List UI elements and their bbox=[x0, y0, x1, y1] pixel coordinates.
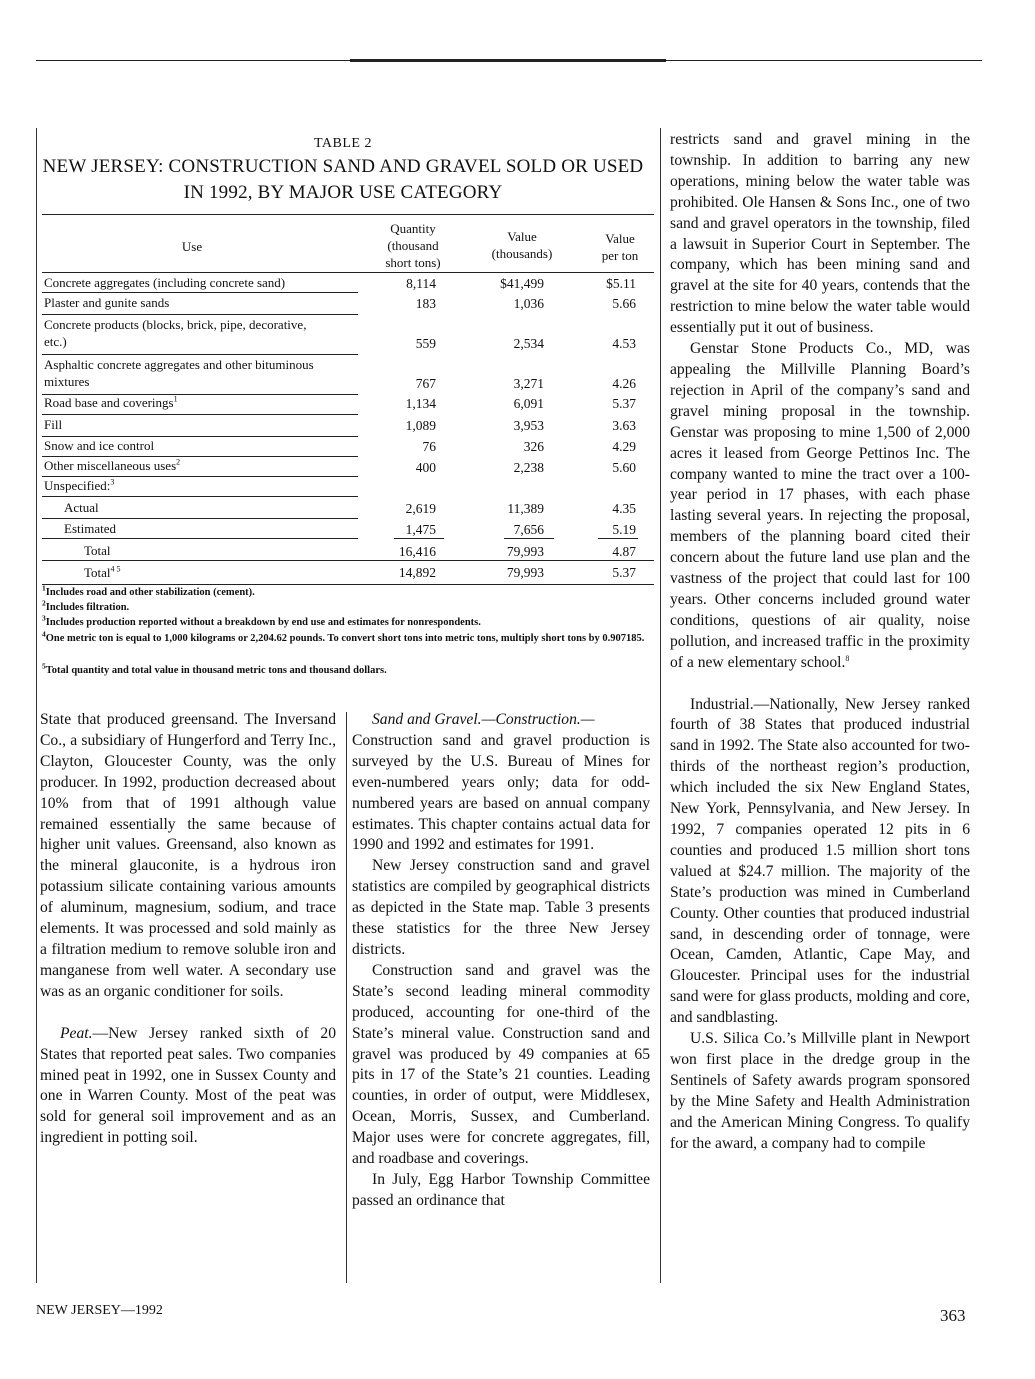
row-rule bbox=[42, 292, 358, 293]
footnote-mark: 8 bbox=[845, 653, 850, 663]
cell-value-snow: 326 bbox=[523, 439, 544, 454]
footnote-mark: 3 bbox=[110, 477, 115, 487]
cell-perton-plaster: 5.66 bbox=[612, 296, 636, 311]
footnote-mark: 1 bbox=[42, 583, 46, 593]
header-bottom-rule bbox=[42, 272, 654, 273]
row-rule bbox=[42, 538, 358, 539]
table-top-rule bbox=[42, 214, 654, 215]
row-label-concrete-products-line2: etc.) bbox=[44, 334, 67, 349]
cell-qty-estimated: 1,475 bbox=[405, 522, 436, 537]
cell-qty-plaster: 183 bbox=[415, 296, 436, 311]
row-label-road-base-text: Road base and coverings bbox=[44, 395, 174, 410]
page-number: 363 bbox=[940, 1306, 966, 1325]
header-value-per-ton-line1: Value bbox=[605, 231, 635, 246]
row-rule bbox=[42, 354, 358, 355]
section-heading-industrial: Industrial. bbox=[690, 695, 754, 713]
row-label-actual: Actual bbox=[64, 500, 99, 515]
footnote-text: Includes road and other stabilization (cement). bbox=[45, 587, 255, 598]
section-heading-sand-gravel: Sand and Gravel.—Construction.— bbox=[372, 711, 595, 728]
paragraph-us-silica: U.S. Silica Co.’s Millville plant in Newport won first place in the dredge group in the Sentinels of Safety awards program sponsored by the Mine Safety and Health Administration and the American Mining Congress. To qualify for the award, a company had to compile bbox=[670, 1030, 970, 1152]
row-label-total: Total bbox=[84, 543, 111, 558]
cell-value-other-misc: 2,238 bbox=[513, 460, 544, 475]
cell-value-actual: 11,389 bbox=[507, 501, 544, 516]
row-label-asphaltic-line1: Asphaltic concrete aggregates and other bituminous bbox=[44, 357, 314, 372]
cell-perton-total: 4.87 bbox=[612, 544, 636, 559]
cell-perton-asphaltic: 4.26 bbox=[612, 376, 636, 391]
column-3 bbox=[670, 130, 970, 1155]
row-label-unspecified-text: Unspecified: bbox=[44, 478, 111, 493]
paragraph-peat-text: —New Jersey ranked sixth of 20 States that reported peat sales. Two companies mined peat in 1992, one in Sussex County and one in Warren County. Most of the peat was sold for general soil improvement and as an ingredient in potting soil. bbox=[40, 1024, 336, 1147]
paragraph-statistics: New Jersey construction sand and gravel statistics are compiled by geographical districts as depicted in the State map. Table 3 presents these statistics for the three New Jersey districts. bbox=[352, 857, 650, 958]
footnote-2 bbox=[42, 598, 654, 615]
cell-perton-estimated: 5.19 bbox=[612, 522, 636, 537]
sum-rule bbox=[504, 538, 554, 539]
row-label-concrete-aggregates: Concrete aggregates (including concrete sand) bbox=[44, 275, 286, 290]
cell-value-total: 79,993 bbox=[506, 544, 544, 559]
cell-qty-road-base: 1,134 bbox=[405, 396, 436, 411]
header-quantity bbox=[358, 220, 468, 271]
cell-qty-actual: 2,619 bbox=[405, 501, 436, 516]
cell-value-total-metric: 79,993 bbox=[506, 565, 544, 580]
row-rule bbox=[42, 560, 654, 561]
cell-perton-fill: 3.63 bbox=[612, 418, 636, 433]
row-label-unspecified bbox=[44, 477, 364, 494]
data-table bbox=[42, 210, 654, 590]
cell-perton-road-base: 5.37 bbox=[612, 396, 636, 411]
cell-qty-total-metric: 14,892 bbox=[398, 565, 436, 580]
header-quantity-line2: (thousand bbox=[387, 238, 439, 253]
paragraph-genstar bbox=[670, 339, 970, 674]
cell-qty-concrete-aggregates: 8,114 bbox=[406, 276, 436, 291]
footnote-text: Includes filtration. bbox=[45, 602, 130, 613]
header-quantity-line3: short tons) bbox=[385, 255, 441, 270]
row-label-plaster: Plaster and gunite sands bbox=[44, 295, 170, 310]
footer-running-title: NEW JERSEY—1992 bbox=[36, 1303, 163, 1318]
table-title-line2: IN 1992, BY MAJOR USE CATEGORY bbox=[183, 182, 503, 203]
footnote-text: One metric ton is equal to 1,000 kilograms or 2,204.62 pounds. To convert short tons into metric tons, multiply short tons by 0.907185. bbox=[45, 633, 645, 644]
row-label-other-misc bbox=[44, 457, 364, 474]
row-rule bbox=[42, 496, 358, 497]
row-label-total-metric-text: Total bbox=[84, 565, 111, 580]
row-label-estimated: Estimated bbox=[64, 521, 116, 536]
cell-value-asphaltic: 3,271 bbox=[513, 376, 544, 391]
row-label-total-metric bbox=[84, 564, 364, 581]
table-bottom-rule bbox=[42, 584, 654, 585]
footnote-mark: 3 bbox=[42, 613, 46, 623]
footnote-mark: 4 5 bbox=[110, 564, 121, 574]
header-value-line1: Value bbox=[507, 229, 537, 244]
footnote-3 bbox=[42, 613, 654, 630]
column-2 bbox=[352, 710, 650, 1212]
table-title-line1: NEW JERSEY: CONSTRUCTION SAND AND GRAVEL SOLD OR USED bbox=[42, 156, 644, 177]
header-value-per-ton-line2: per ton bbox=[601, 248, 639, 263]
footnote-mark: 5 bbox=[42, 661, 46, 671]
cell-perton-concrete-products: 4.53 bbox=[612, 336, 636, 351]
header-value-line2: (thousands) bbox=[491, 246, 553, 261]
paragraph-restricts: restricts sand and gravel mining in the township. In addition to barring any new operations, mining below the water table was prohibited. Ole Hansen & Sons Inc., one of two sand and gravel operators in the township, filed a lawsuit in Superior Court in September. The company, which has been mining sand and gravel at the site for 40 years, contends that the restriction to mine below the water table would essentially put it out of business. bbox=[670, 131, 970, 337]
cell-value-concrete-aggregates: $41,499 bbox=[500, 276, 544, 291]
cell-perton-concrete-aggregates: $5.11 bbox=[606, 276, 636, 291]
row-rule bbox=[42, 414, 358, 415]
paragraph-genstar-text: Genstar Stone Products Co., MD, was appealing the Millville Planning Board’s rejection in April of the company’s sand and gravel mining proposal in the township. Genstar was proposing to mine 1,500 of 2,000 acres it leased from George Pettinos Inc. The company wanted to mine the tract over a 100-year period in 17 phases, with each phase lasting several years. In rejecting the proposal, members of the planning board cited their concern about the future land use plan and the vastness of the project that could last for 100 years. Other concerns included ground water conditions, questions of air quality, noise pollution, and increased traffic in the proximity of a new elementary school. bbox=[670, 340, 970, 671]
cell-qty-fill: 1,089 bbox=[405, 418, 436, 433]
paragraph-industrial-text: —Nationally, New Jersey ranked fourth of 38 States that produced industrial sand in 1992. The State also accounted for two-thirds of the northeast region’s production, which included the six New England States, New York, Pennsylvania, and New Jersey. In 1992, 7 companies operated 12 pits in 6 counties and produced 1.5 million short tons valued at $24.7 million. The majority of the State’s production was mined in Cumberland County. Other counties that produced industrial sand, in descending order of tonnage, were Ocean, Camden, Atlantic, Cape May, and Gloucester. Principal uses for the industrial sand were for glass products, molding and core, and sandblasting. bbox=[670, 695, 970, 1027]
paragraph-egg-harbor: In July, Egg Harbor Township Committee passed an ordinance that bbox=[352, 1170, 650, 1209]
header-value-per-ton bbox=[580, 230, 660, 264]
paragraph-leading-commodity: Construction sand and gravel was the State’s second leading mineral commodity produced, accounting for one-third of the State’s mineral value. Construction sand and gravel was produced by 49 companies at 65 pits in 17 of the State’s 21 counties. Leading counties, in order of output, were Middlesex, Ocean, Morris, Sussex, and Cumberland. Major uses were for concrete aggregates, fill, and roadbase and coverings. bbox=[352, 961, 650, 1168]
row-label-snow: Snow and ice control bbox=[44, 438, 155, 453]
footnote-4 bbox=[42, 629, 654, 646]
row-label-concrete-products bbox=[44, 316, 364, 350]
row-rule bbox=[42, 314, 358, 315]
section-heading-peat: Peat. bbox=[60, 1024, 93, 1042]
footnote-1 bbox=[42, 583, 654, 600]
top-rule-thick bbox=[350, 59, 666, 62]
header-value bbox=[474, 228, 570, 262]
header-quantity-line1: Quantity bbox=[390, 221, 436, 236]
cell-value-road-base: 6,091 bbox=[513, 396, 544, 411]
cell-qty-concrete-products: 559 bbox=[415, 336, 436, 351]
cell-value-concrete-products: 2,534 bbox=[513, 336, 544, 351]
footnote-text: Total quantity and total value in thousand metric tons and thousand dollars. bbox=[45, 665, 387, 676]
row-label-asphaltic-line2: mixtures bbox=[44, 374, 90, 389]
footnote-mark: 2 bbox=[176, 457, 181, 467]
table-title bbox=[36, 154, 650, 206]
cell-perton-actual: 4.35 bbox=[612, 501, 636, 516]
column-divider-middle bbox=[346, 712, 347, 1283]
paragraph-survey: Construction sand and gravel production is surveyed by the U.S. Bureau of Mines for even-numbered years only; data for odd-numbered years are based on annual company estimates. This chapter contains actual data for 1990 and 1992 and estimates for 1991. bbox=[352, 731, 650, 854]
cell-perton-other-misc: 5.60 bbox=[612, 460, 636, 475]
footnote-mark: 4 bbox=[42, 629, 46, 639]
header-use: Use bbox=[181, 239, 203, 254]
sum-rule bbox=[598, 538, 638, 539]
column-1 bbox=[40, 710, 336, 1149]
row-label-fill: Fill bbox=[44, 417, 63, 432]
footnote-mark: 2 bbox=[42, 598, 46, 608]
cell-qty-asphaltic: 767 bbox=[415, 376, 436, 391]
cell-perton-total-metric: 5.37 bbox=[612, 565, 636, 580]
cell-qty-total: 16,416 bbox=[398, 544, 436, 559]
cell-value-plaster: 1,036 bbox=[513, 296, 544, 311]
table-number: TABLE 2 bbox=[314, 136, 372, 151]
cell-value-fill: 3,953 bbox=[513, 418, 544, 433]
left-margin-line bbox=[36, 128, 37, 1283]
row-label-asphaltic bbox=[44, 356, 364, 390]
cell-qty-snow: 76 bbox=[422, 439, 436, 454]
column-divider-right bbox=[660, 128, 661, 1283]
row-label-concrete-products-line1: Concrete products (blocks, brick, pipe, decorative, bbox=[44, 317, 307, 332]
paragraph-greensand: State that produced greensand. The Inversand Co., a subsidiary of Hungerford and Terry Inc., Clayton, Gloucester County, was the only producer. In 1992, production decreased about 10% from that of 1991 although value remained essentially the same because of higher unit values. Greensand, also known as the mineral glauconite, is a hydrous iron potassium silicate containing various amounts of aluminum, magnesium, sodium, and trace elements. It was processed and sold mainly as a filtration medium to remove soluble iron and manganese from well water. A secondary use was as an organic conditioner for soils. bbox=[40, 711, 336, 1000]
cell-perton-snow: 4.29 bbox=[612, 439, 636, 454]
paragraph-peat bbox=[40, 1024, 336, 1149]
row-label-road-base bbox=[44, 394, 364, 411]
paragraph-industrial bbox=[670, 695, 970, 1030]
footnote-text: Includes production reported without a breakdown by end use and estimates for nonrespondents. bbox=[45, 617, 481, 628]
cell-qty-other-misc: 400 bbox=[415, 460, 436, 475]
row-label-other-misc-text: Other miscellaneous uses bbox=[44, 458, 177, 473]
sum-rule bbox=[394, 538, 444, 539]
footnote-mark: 1 bbox=[173, 394, 178, 404]
row-rule bbox=[42, 518, 358, 519]
cell-value-estimated: 7,656 bbox=[513, 522, 544, 537]
footnote-5 bbox=[42, 661, 654, 678]
